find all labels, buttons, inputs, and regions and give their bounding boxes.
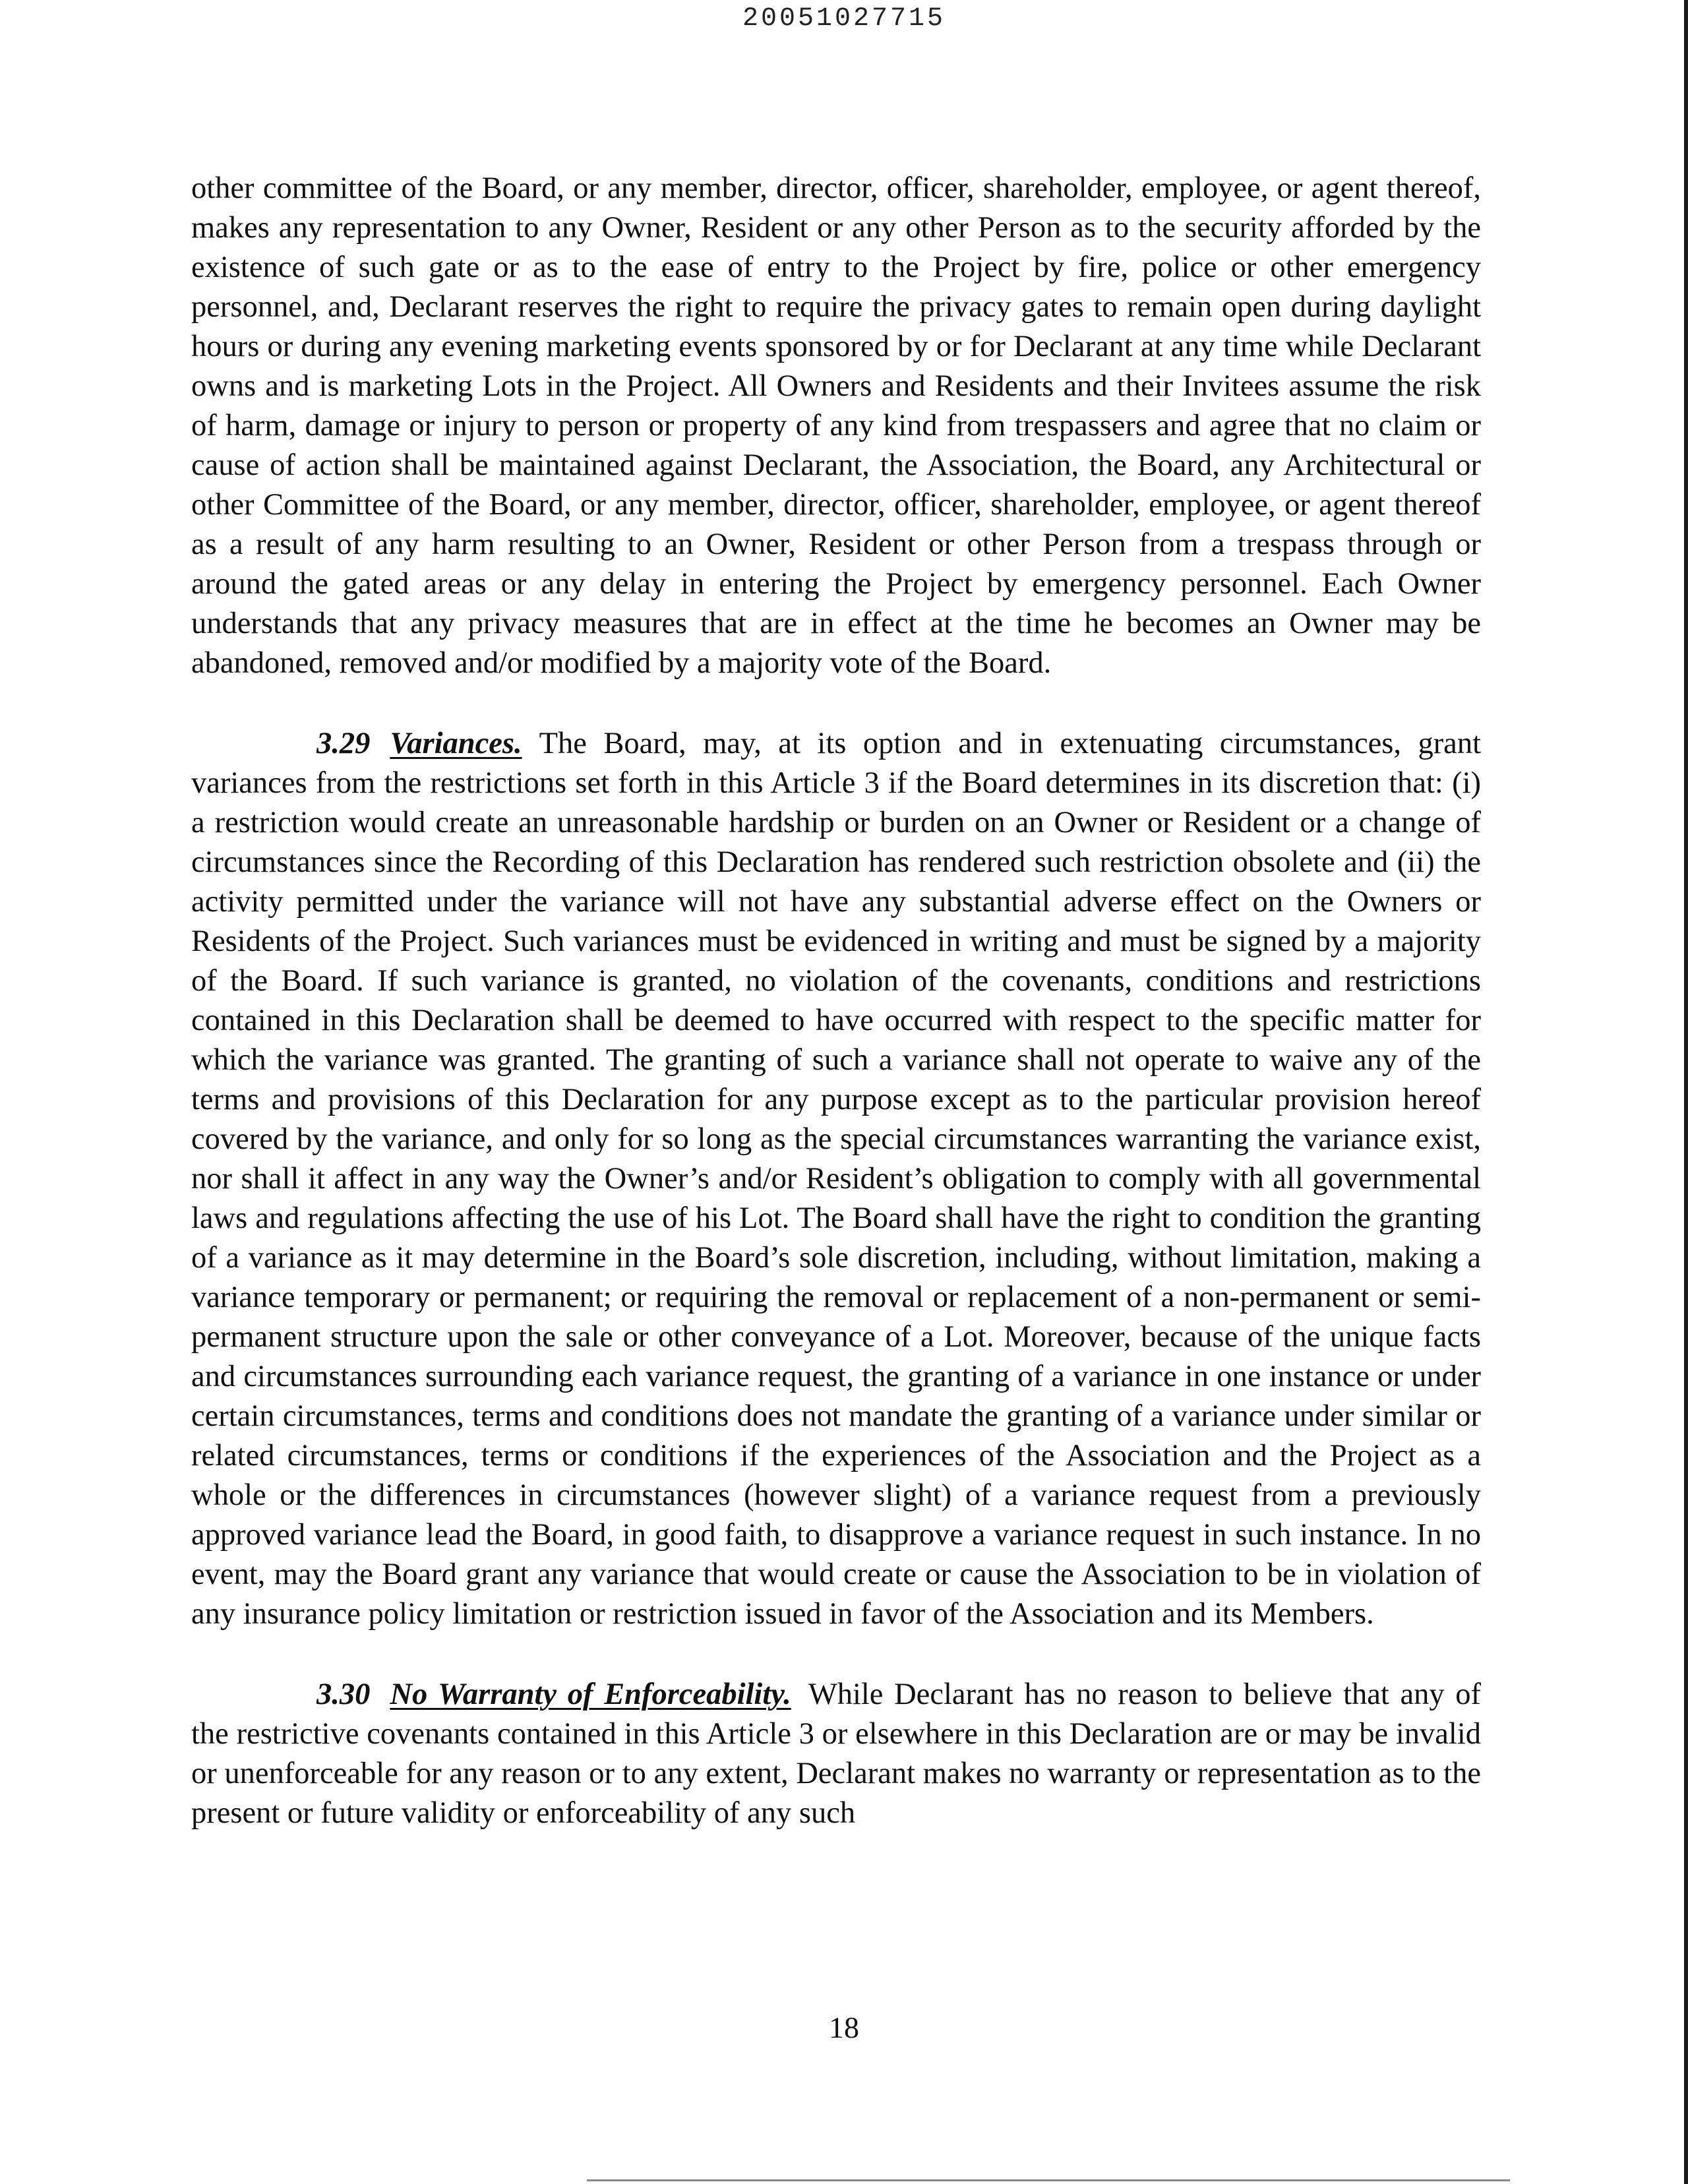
section-body: The Board, may, at its option and in extenuating circumstances, grant variances from the restrictions set forth in this Article 3 if the Board determines in its discretion that: (i) a restriction would create an unreasonable hardship or burden on an Owner or Resident or a change of circumstances since the Recording of this Declaration has rendered such restriction obsolete and (ii) the activity permitted under the variance will not have any substantial adverse effect on the Owners or Residents of the Project. Such variances must be evidenced in writing and must be signed by a majority of the Board. If such variance is granted, no violation of the covenants, conditions and restrictions contained in this Declaration shall be deemed to have occurred with respect to the specific matter for which the variance was granted. The granting of such a variance shall not operate to waive any of the terms and provisions of this Declaration for any purpose except as to the particular provision hereof covered by the variance, and only for so long as the special circumstances warranting the variance exist, nor shall it affect in any way the Owner’s and/or Resident’s obligation to comply with all governmental laws and regulations affecting the use of his Lot. The Board shall have the right to condition the granting of a variance as it may determine in the Board’s sole discretion, including, without limitation, making a variance temporary or permanent; or requiring the removal or replacement of a non-permanent or semi-permanent structure upon the sale or other conveyance of a Lot. Moreover, because of the unique facts and circumstances surrounding each variance request, the granting of a variance in one instance or under certain circumstances, terms and conditions does not mandate the granting of a variance under similar or related circumstances, terms or conditions if the experiences of the Association and the Project as a whole or the differences in circumstances (however slight) of a variance request from a previously approved variance lead the Board, in good faith, to disapprove a variance request in such instance. In no event, may the Board grant any variance that would create or cause the Association to be in violation of any insurance policy limitation or restriction issued in favor of the Association and its Members.	[191, 727, 1481, 1631]
page-number: 18	[829, 2011, 859, 2044]
document-number: 20051027715	[742, 4, 946, 34]
section-title: No Warranty of Enforceability.	[390, 1678, 791, 1711]
section-3-30	[191, 1675, 1481, 1833]
paragraph-continuation: other committee of the Board, or any member, director, officer, shareholder, employee, or agent thereof, makes any representation to any Owner, Resident or any other Person as to the security afforded by the existence of such gate or as to the ease of entry to the Project by fire, police or other emergency personnel, and, Declarant reserves the right to require the privacy gates to remain open during daylight hours or during any evening marketing events sponsored by or for Declarant at any time while Declarant owns and is marketing Lots in the Project. All Owners and Residents and their Invitees assume the risk of harm, damage or injury to person or property of any kind from trespassers and agree that no claim or cause of action shall be maintained against Declarant, the Association, the Board, any Architectural or other Committee of the Board, or any member, director, officer, shareholder, employee, or agent thereof as a result of any harm resulting to an Owner, Resident or other Person from a trespass through or around the gated areas or any delay in entering the Project by emergency personnel. Each Owner understands that any privacy measures that are in effect at the time he becomes an Owner may be abandoned, removed and/or modified by a majority vote of the Board.	[191, 171, 1481, 680]
scan-edge-right	[1684, 0, 1688, 2184]
section-3-29	[191, 724, 1481, 1634]
page-body	[191, 169, 1481, 1833]
section-body: While Declarant has no reason to believe that any of the restrictive covenants contained in this Article 3 or elsewhere in this Declaration are or may be invalid or unenforceable for any reason or to any extent, Declarant makes no warranty or representation as to the present or future validity or enforceability of any such	[191, 1678, 1481, 1830]
section-number: 3.29	[316, 727, 371, 760]
section-title: Variances.	[390, 727, 522, 760]
scan-edge-bottom	[587, 2179, 1510, 2181]
section-number: 3.30	[316, 1678, 371, 1711]
